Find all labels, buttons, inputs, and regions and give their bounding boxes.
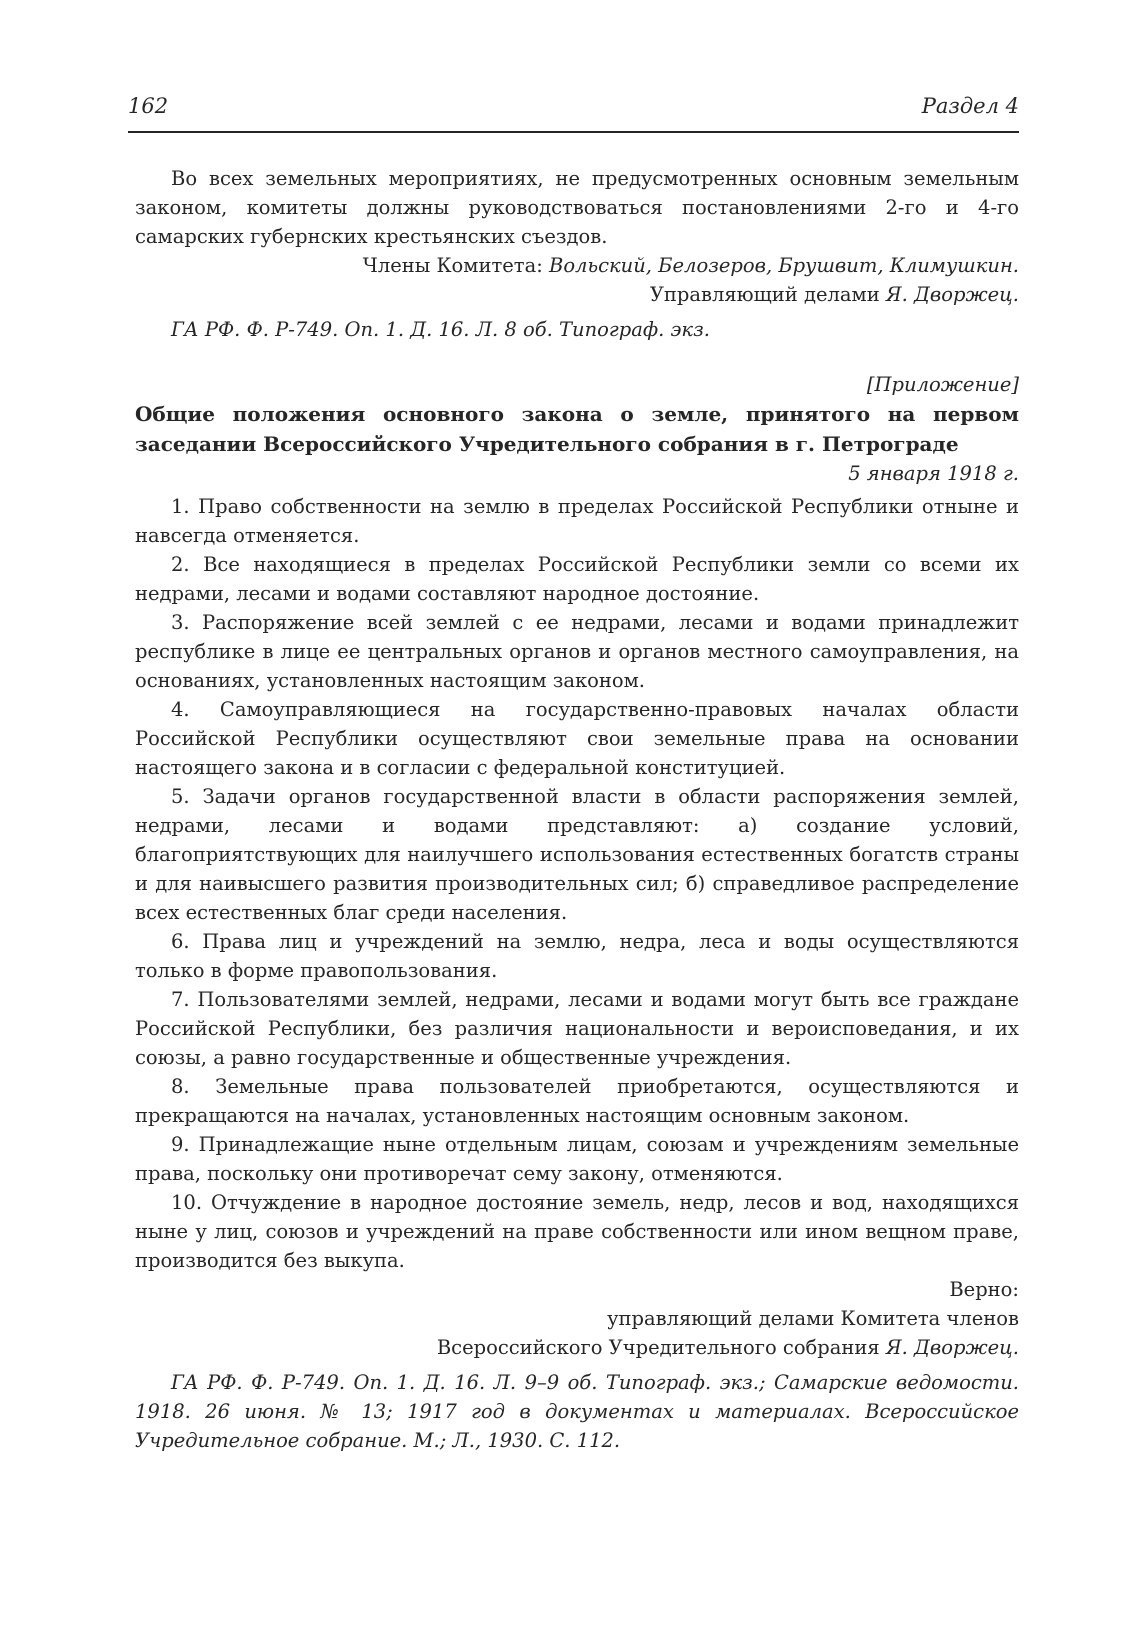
attest-line-2 <box>135 1333 1019 1362</box>
law-article: 1. Право собственности на землю в пределах Российской Республики отныне и навсегда отменяется. <box>135 495 1019 547</box>
page-header <box>128 90 1019 126</box>
law-article: 4. Самоуправляющиеся на государственно-правовых началах области Российской Республики осуществляют свои земельные права на основании настоящего закона и в согласии с федеральной конституцией. <box>135 698 1019 779</box>
signers-names: Вольский, Белозеров, Брушвит, Климушкин. <box>548 254 1019 277</box>
law-article: 2. Все находящиеся в пределах Российской Республики земли со всеми их недрами, лесами и водами составляют народное достояние. <box>135 553 1019 605</box>
committee-signers <box>135 251 1019 280</box>
law-articles <box>135 492 1019 1275</box>
attest-line-1: управляющий делами Комитета членов <box>607 1307 1019 1330</box>
law-article: 5. Задачи органов государственной власти в области распоряжения землей, недрами, лесами и водами представляют: а) создание условий, благоприятствующих для наилучшего использования естественных богатств страны и для наивысшего развития производительных сил; б) справедливое распределение всех естественных благ среди населения. <box>135 785 1019 924</box>
attest-line-2-text: Всероссийского Учредительного собрания <box>436 1336 886 1359</box>
appendix-date: 5 января 1918 г. <box>848 462 1019 485</box>
law-article: 9. Принадлежащие ныне отдельным лицам, союзам и учреждениям земельные права, поскольку они противоречат сему закону, отменяются. <box>135 1133 1019 1185</box>
appendix-title: Общие положения основного закона о земле, принятого на первом заседании Всероссийского Учредительного собрания в г. Петрограде <box>135 402 1019 456</box>
appendix-label: [Приложение] <box>866 373 1019 396</box>
law-article: 8. Земельные права пользователей приобретаются, осуществляются и прекращаются на началах, установленных настоящим основным законом. <box>135 1075 1019 1127</box>
law-article: 3. Распоряжение всей землей с ее недрами, лесами и водами принадлежит республике в лице ее центральных органов и органов местного самоуправления, на основаниях, установленных настоящим законом. <box>135 611 1019 692</box>
attest-name: Я. Дворжец. <box>885 1336 1019 1359</box>
intro-source-citation: ГА РФ. Ф. Р-749. Оп. 1. Д. 16. Л. 8 об. Типограф. экз. <box>171 318 710 341</box>
page-body <box>135 164 1019 1455</box>
attest-label: Верно: <box>949 1278 1019 1301</box>
manager-label: Управляющий делами <box>649 283 886 306</box>
appendix-source-citation: ГА РФ. Ф. Р-749. Оп. 1. Д. 16. Л. 9–9 об. Типограф. экз.; Самарские ведомости. 1918. 26 июня. № 13; 1917 год в документах и материалах. Всероссийское Учредительное собрание. М.; Л., 1930. С. 112. <box>135 1371 1019 1452</box>
manager-signature <box>135 280 1019 309</box>
page-number: 162 <box>128 94 169 118</box>
signers-label: Члены Комитета: <box>362 254 549 277</box>
section-title: Раздел 4 <box>921 94 1019 118</box>
law-article: 6. Права лиц и учреждений на землю, недра, леса и воды осуществляются только в форме правопользования. <box>135 930 1019 982</box>
intro-paragraph: Во всех земельных мероприятиях, не предусмотренных основным земельным законом, комитеты должны руководствоваться постановлениями 2-го и 4-го самарских губернских крестьянских съездов. <box>135 167 1019 248</box>
header-rule <box>128 131 1019 133</box>
law-article: 7. Пользователями землей, недрами, лесами и водами могут быть все граждане Российской Республики, без различия национальности и вероисповедания, и их союзы, а равно государственные и общественные учреждения. <box>135 988 1019 1069</box>
manager-name: Я. Дворжец. <box>885 283 1019 306</box>
law-article: 10. Отчуждение в народное достояние земель, недр, лесов и вод, находящихся ныне у лиц, союзов и учреждений на праве собственности или ином вещном праве, производится без выкупа. <box>135 1191 1019 1272</box>
